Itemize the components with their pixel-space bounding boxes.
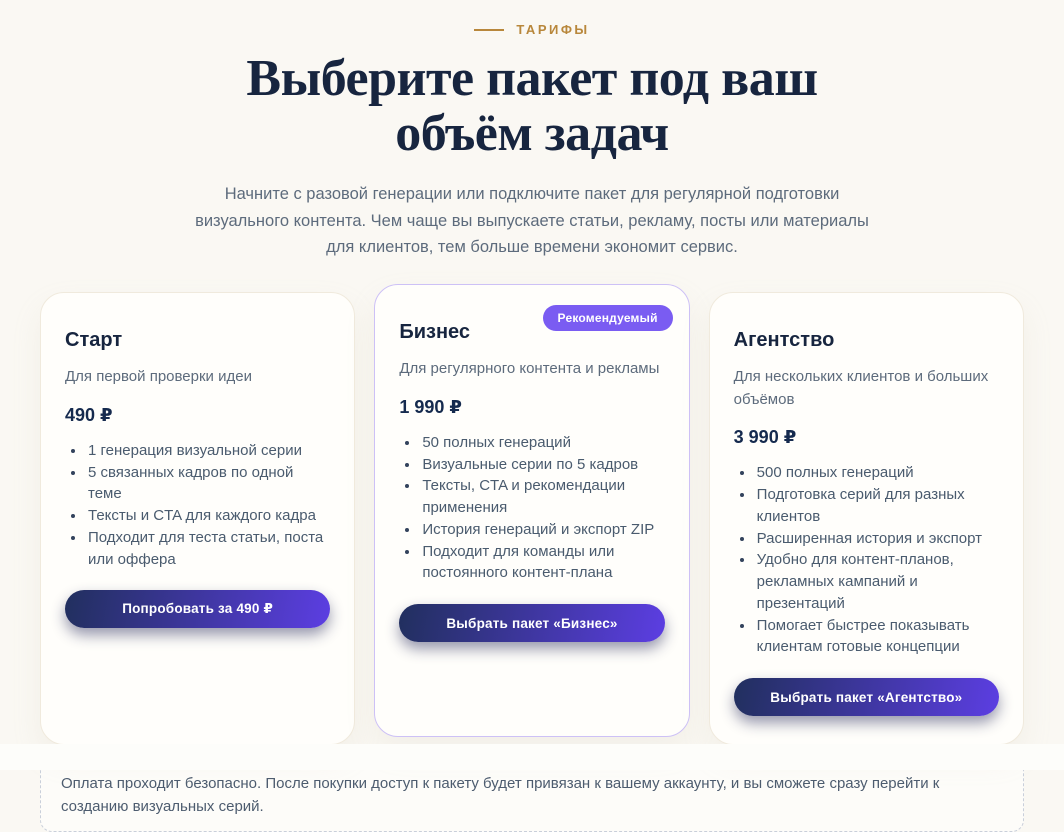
- plan-description: Для первой проверки идеи: [65, 368, 252, 386]
- feature-item: • Подходит для теста статьи, поста или оффера: [86, 527, 330, 571]
- feature-item: • История генераций и экспорт ZIP: [420, 519, 664, 541]
- plan-features-list: [65, 440, 330, 571]
- feature-item: • 500 полных генераций: [755, 462, 999, 484]
- pricing-section: [40, 0, 1024, 832]
- eyebrow-label: ТАРИФЫ: [516, 22, 590, 37]
- plans-grid: [40, 292, 1024, 745]
- plan-description: Для нескольких клиентов и больших объёмов: [733, 368, 989, 408]
- feature-item: • Подходит для команды или постоянного контент-плана: [420, 541, 664, 585]
- page-title-line-1: Выберите пакет под ваш: [246, 50, 818, 107]
- plan-name: Бизнес: [399, 321, 471, 344]
- page-subtitle: Начните с разовой генерации или подключите пакет для регулярной подготовки визуального контента. Чем чаще вы выпускаете статьи, рекламу, посты или материалы для клиентов, тем больше времени экономит сервис.: [195, 185, 869, 256]
- page-title: [40, 51, 1024, 161]
- plan-name: Агентство: [733, 329, 835, 352]
- payment-safety-note: Оплата проходит безопасно. После покупки доступ к пакету будет привязан к вашему аккаунту, и вы сможете сразу перейти к созданию визуальных серий.: [40, 759, 1024, 832]
- plan-cta-button-start[interactable]: Попробовать за 490 ₽: [65, 590, 330, 628]
- plan-description: Для регулярного контента и рекламы: [399, 360, 660, 378]
- eyebrow-dash-decoration: [474, 29, 504, 31]
- section-eyebrow: [40, 22, 1024, 37]
- plan-card-agency: [709, 292, 1024, 745]
- plan-features-list: [734, 462, 999, 658]
- feature-item: • 50 полных генераций: [420, 432, 664, 454]
- page-title-line-2: объём задач: [395, 105, 669, 163]
- feature-item: • Расширенная история и экспорт: [755, 528, 999, 550]
- plan-cta-button-business[interactable]: Выбрать пакет «Бизнес»: [399, 604, 664, 642]
- feature-item: • Тексты и CTA для каждого кадра: [86, 505, 330, 527]
- feature-item: • Удобно для контент-планов, рекламных кампаний и презентаций: [755, 549, 999, 614]
- feature-item: • 5 связанных кадров по одной теме: [86, 462, 330, 506]
- feature-item: • Помогает быстрее показывать клиентам готовые концепции: [755, 615, 999, 659]
- plan-price: 490 ₽: [65, 404, 113, 425]
- recommended-badge: Рекомендуемый: [543, 305, 673, 331]
- plan-price: 1 990 ₽: [399, 396, 462, 417]
- feature-item: • Визуальные серии по 5 кадров: [420, 454, 664, 476]
- plan-price: 3 990 ₽: [733, 427, 797, 448]
- plan-card-business: [374, 284, 689, 737]
- feature-item: • Подготовка серий для разных клиентов: [755, 484, 999, 528]
- plan-name: Старт: [65, 329, 123, 352]
- next-section-strip: [0, 744, 1064, 770]
- feature-item: • Тексты, CTA и рекомендации применения: [420, 475, 664, 519]
- feature-item: • 1 генерация визуальной серии: [86, 440, 330, 462]
- plan-features-list: [399, 432, 664, 584]
- plan-cta-button-agency[interactable]: Выбрать пакет «Агентство»: [734, 678, 999, 716]
- plan-card-start: [40, 292, 355, 745]
